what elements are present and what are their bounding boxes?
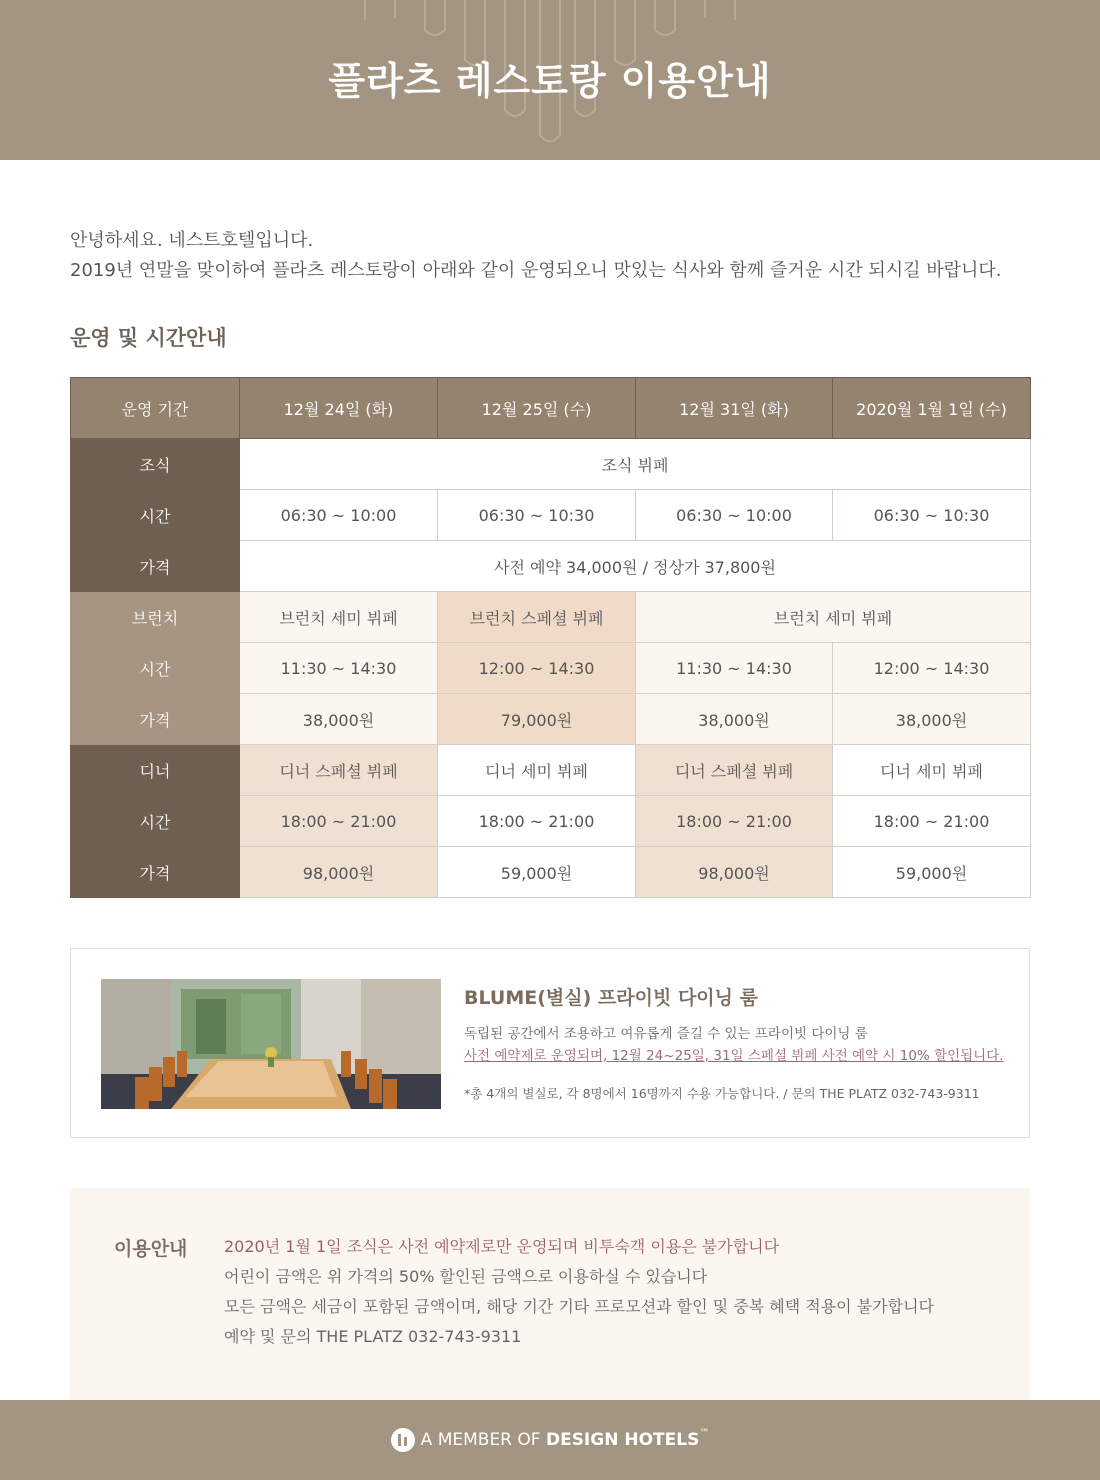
dinner-time: 18:00 ~ 21:00 (833, 796, 1031, 847)
brunch-price: 38,000원 (240, 694, 438, 745)
private-dining-room-photo (101, 979, 441, 1109)
page-title: 플라츠 레스토랑 이용안내 (328, 59, 772, 103)
dinner-price: 59,000원 (833, 847, 1031, 898)
brunch-time: 12:00 ~ 14:30 (438, 643, 636, 694)
table-row (71, 796, 1031, 847)
brunch-price: 38,000원 (833, 694, 1031, 745)
dinner-price-label: 가격 (71, 847, 240, 898)
breakfast-time: 06:30 ~ 10:00 (240, 490, 438, 541)
brunch-name: 브런치 세미 뷔페 (636, 592, 1031, 643)
header-date: 12월 24일 (화) (240, 378, 438, 439)
page-header (0, 0, 1100, 160)
notice-line: 모든 금액은 세금이 포함된 금액이며, 해당 기간 기타 프로모션과 할인 및 중복 혜택 적용이 불가합니다 (224, 1297, 934, 1316)
schedule-section-title: 운영 및 시간안내 (70, 326, 227, 350)
table-row (71, 745, 1031, 796)
breakfast-time: 06:30 ~ 10:00 (636, 490, 833, 541)
table-row (71, 541, 1031, 592)
breakfast-label: 조식 (71, 439, 240, 490)
table-row (71, 847, 1031, 898)
table-row (71, 592, 1031, 643)
dinner-name: 디너 세미 뷔페 (833, 745, 1031, 796)
breakfast-time: 06:30 ~ 10:30 (438, 490, 636, 541)
dinner-label: 디너 (71, 745, 240, 796)
footer-brand: DESIGN HOTELS (545, 1430, 700, 1450)
notice-label: 이용안내 (114, 1238, 188, 1260)
notice-lines (224, 1232, 934, 1352)
dinner-name: 디너 스페셜 뷔페 (636, 745, 833, 796)
brunch-price: 38,000원 (636, 694, 833, 745)
intro-line-2: 2019년 연말을 맞이하여 플라츠 레스토랑이 아래와 같이 운영되오니 맛있는 식사와 함께 즐거운 시간 되시길 바랍니다. (70, 260, 1002, 281)
blume-discount-note: 사전 예약제로 운영되며, 12월 24~25일, 31일 스페셜 뷔페 사전 예약 시 10% 할인됩니다. (464, 1048, 1004, 1064)
schedule-table (70, 377, 1031, 898)
blume-capacity-note: *총 4개의 별실로, 각 8명에서 16명까지 수용 가능합니다. / 문의 THE PLATZ 032-743-9311 (464, 1086, 980, 1101)
dinner-name: 디너 세미 뷔페 (438, 745, 636, 796)
brunch-price: 79,000원 (438, 694, 636, 745)
table-row (71, 490, 1031, 541)
dinner-time: 18:00 ~ 21:00 (240, 796, 438, 847)
page-footer (0, 1400, 1100, 1480)
blume-private-dining-box (70, 948, 1030, 1138)
dinner-price: 98,000원 (240, 847, 438, 898)
intro-line-1: 안녕하세요. 네스트호텔입니다. (70, 230, 314, 251)
intro-text (70, 226, 1050, 286)
brunch-price-label: 가격 (71, 694, 240, 745)
notice-line: 예약 및 문의 THE PLATZ 032-743-9311 (224, 1327, 522, 1346)
design-hotels-badge (0, 1428, 1100, 1452)
footer-trademark: ™ (699, 1428, 710, 1439)
dinner-time-label: 시간 (71, 796, 240, 847)
header-date: 12월 25일 (수) (438, 378, 636, 439)
dinner-time: 18:00 ~ 21:00 (636, 796, 833, 847)
brunch-name: 브런치 스페셜 뷔페 (438, 592, 636, 643)
usage-notice (70, 1188, 1030, 1400)
footer-prefix: A MEMBER OF (420, 1430, 546, 1450)
notice-line: 2020년 1월 1일 조식은 사전 예약제로만 운영되며 비투숙객 이용은 불가합니다 (224, 1237, 780, 1256)
notice-line: 어린이 금액은 위 가격의 50% 할인된 금액으로 이용하실 수 있습니다 (224, 1267, 708, 1286)
brunch-time-label: 시간 (71, 643, 240, 694)
brunch-time: 11:30 ~ 14:30 (636, 643, 833, 694)
header-period: 운영 기간 (71, 378, 240, 439)
table-header-row (71, 378, 1031, 439)
header-date: 2020월 1월 1일 (수) (833, 378, 1031, 439)
brunch-time: 12:00 ~ 14:30 (833, 643, 1031, 694)
breakfast-time: 06:30 ~ 10:30 (833, 490, 1031, 541)
table-row (71, 439, 1031, 490)
breakfast-price: 사전 예약 34,000원 / 정상가 37,800원 (240, 541, 1031, 592)
dinner-price: 59,000원 (438, 847, 636, 898)
brunch-time: 11:30 ~ 14:30 (240, 643, 438, 694)
dinner-time: 18:00 ~ 21:00 (438, 796, 636, 847)
brunch-label: 브런치 (71, 592, 240, 643)
brunch-name: 브런치 세미 뷔페 (240, 592, 438, 643)
blume-title: BLUME(별실) 프라이빗 다이닝 룸 (464, 987, 758, 1009)
breakfast-price-label: 가격 (71, 541, 240, 592)
dinner-name: 디너 스페셜 뷔페 (240, 745, 438, 796)
design-hotels-logo-icon (391, 1428, 415, 1452)
dinner-price: 98,000원 (636, 847, 833, 898)
table-row (71, 694, 1031, 745)
breakfast-time-label: 시간 (71, 490, 240, 541)
header-date: 12월 31일 (화) (636, 378, 833, 439)
breakfast-name: 조식 뷔페 (240, 439, 1031, 490)
blume-description: 독립된 공간에서 조용하고 여유롭게 즐길 수 있는 프라이빗 다이닝 룸 (464, 1026, 868, 1042)
table-row (71, 643, 1031, 694)
